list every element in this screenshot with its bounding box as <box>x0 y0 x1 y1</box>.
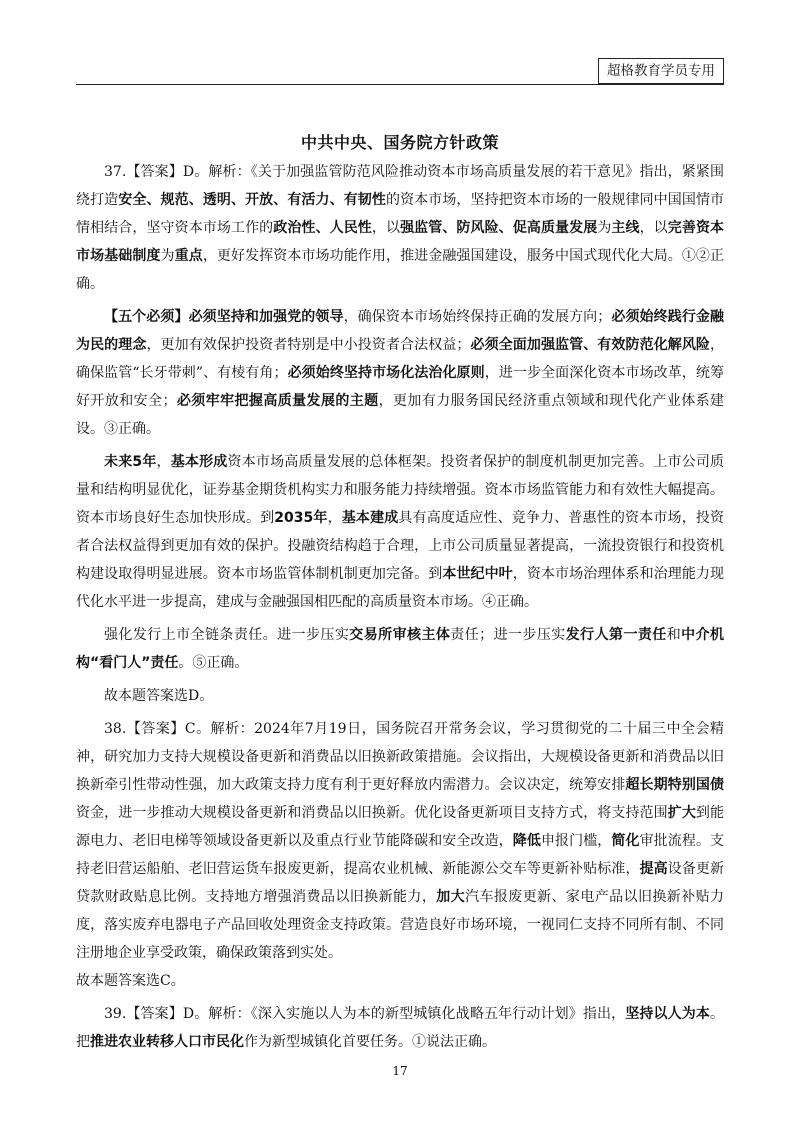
page-number: 17 <box>392 1064 408 1078</box>
section-title: 中共中央、国务院方针政策 <box>300 133 499 152</box>
q38-paragraph-1: 38.【答案】C。解析：2024年7月19日，国务院召开常务会议，学习贯彻党的二十届三中全会精神，研究加力支持大规模设备更新和消费品以旧换新政策措施。会议指出，大规模设备更新和消费品以旧换新牵引性带动性强，加大政策支持力度有利于更好释放内需潜力。会议决定，统筹安排超长期特别国债资金，进一步推动大规模设备更新和消费品以旧换新。优化设备更新项目支持方式，将支持范围扩大到能源电力、老旧电梯等领域设备更新以及重点行业节能降碳和安全改造，降低申报门槛，简化审批流程。支持老旧营运船舶、老旧营运货车报废更新，提高农业机械、新能源公交车等更新补贴标准，提高设备更新贷款财政贴息比例。支持地方增强消费品以旧换新能力，加大汽车报废更新、家电产品以旧换新补贴力度，落实废弃电器电子产品回收处理资金支持政策。营造良好市场环境，一视同仁支持不同所有制、不同注册地企业享受政策，确保政策落到实处。 <box>76 721 725 961</box>
q37-paragraph-3: 未来5年，基本形成资本市场高质量发展的总体框架。投资者保护的制度机制更加完善。上市公司质量和结构明显优化，证券基金期货机构实力和服务能力持续增强。资本市场监管能力和有效性大幅提高。资本市场良好生态加快形成。到2035年，基本建成具有高度适应性、竞争力、普惠性的资本市场，投资者合法权益得到更加有效的保护。投融资结构趋于合理，上市公司质量显著提高，一流投资银行和投资机构建设取得明显进展。资本市场监管体制机制更加完备。到本世纪中叶，资本市场治理体系和治理能力现代化水平进一步提高，建成与金融强国相匹配的高质量资本市场。④正确。 <box>76 454 725 610</box>
q37-paragraph-2: 【五个必须】必须坚持和加强党的领导，确保资本市场始终保持正确的发展方向；必须始终践行金融为民的理念，更加有效保护投资者特别是中小投资者合法权益；必须全面加强监管、有效防范化解风险，确保监管“长牙带刺”、有棱有角；必须始终坚持市场化法治化原则，进一步全面深化资本市场改革，统筹好开放和安全；必须牢牢把握高质量发展的主题，更加有力服务国民经济重点领域和现代化产业体系建设。③正确。 <box>76 309 725 437</box>
q39-paragraph-1: 39.【答案】D。解析：《深入实施以人为本的新型城镇化战略五年行动计划》指出，坚持以人为本。把推进农业转移人口市民化作为新型城镇化首要任务。①说法正确。 <box>76 1006 725 1050</box>
header-rule <box>76 84 724 85</box>
q37-paragraph-1: 37.【答案】D。解析：《关于加强监管防范风险推动资本市场高质量发展的若干意见》指出，紧紧围绕打造安全、规范、透明、开放、有活力、有韧性的资本市场，坚持把资本市场的一般规律同中国国情市情相结合，坚守资本市场工作的政治性、人民性，以强监管、防风险、促高质量发展为主线，以完善资本市场基础制度为重点，更好发挥资本市场功能作用，推进金融强国建设，服务中国式现代化大局。①②正确。 <box>76 164 725 292</box>
q38-conclusion: 故本题答案选C。 <box>76 973 185 989</box>
q37-paragraph-4: 强化发行上市全链条责任。进一步压实交易所审核主体责任；进一步压实发行人第一责任和中介机构“看门人”责任。⑤正确。 <box>76 627 725 671</box>
student-only-tag: 超格教育学员专用 <box>598 58 724 84</box>
answer-body <box>76 158 724 1061</box>
q37-conclusion: 故本题答案选D。 <box>104 688 214 704</box>
